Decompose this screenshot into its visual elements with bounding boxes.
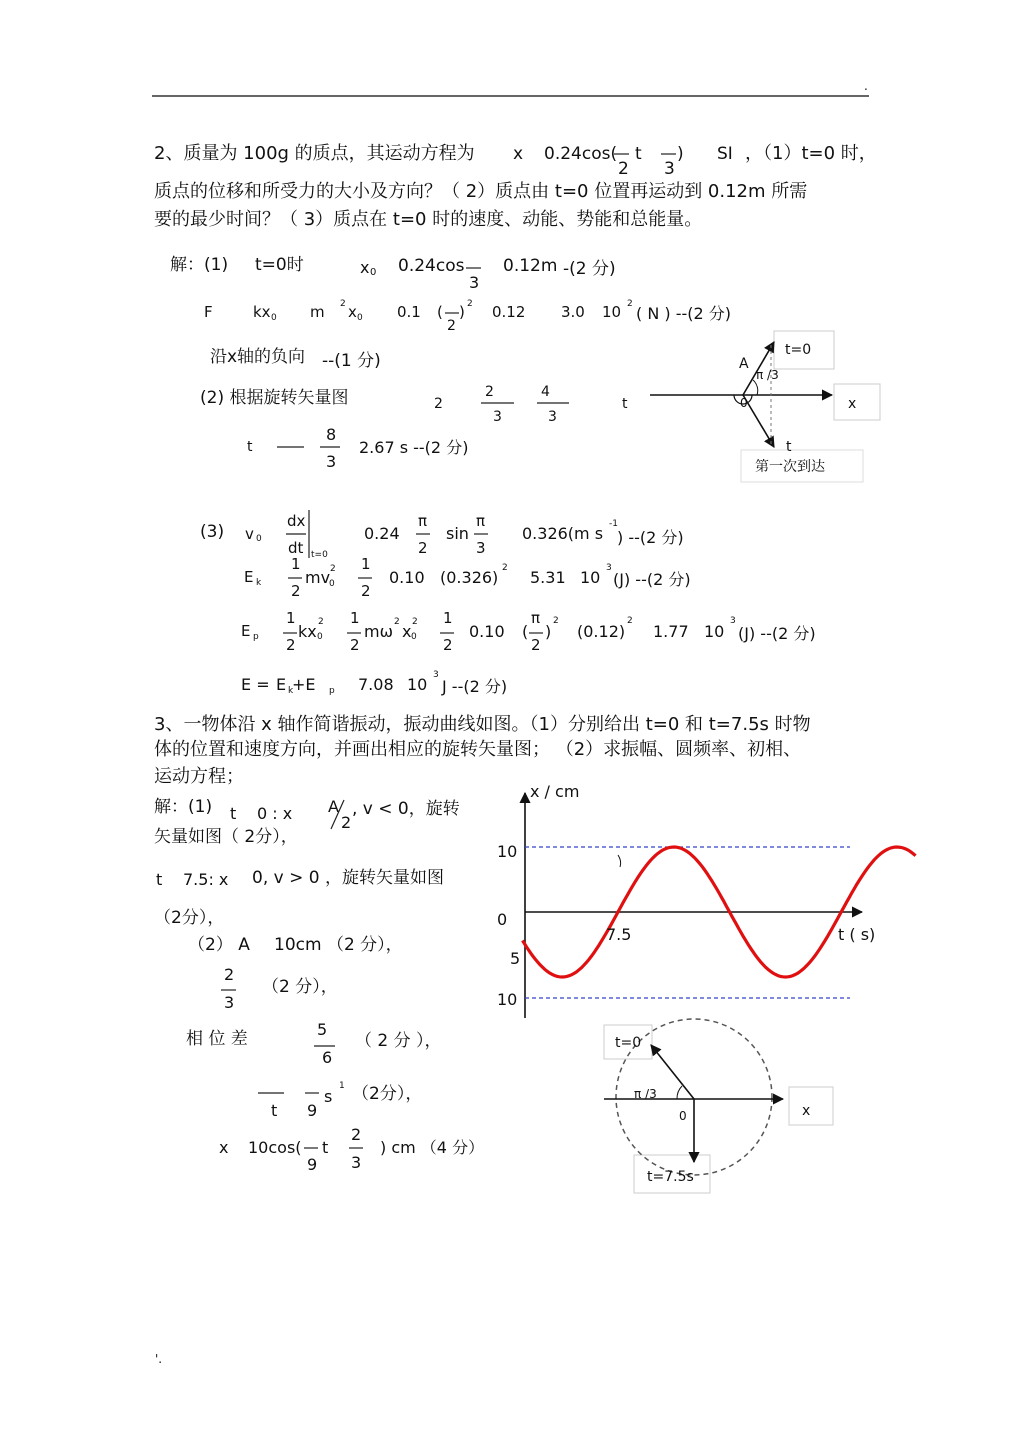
f-kx-sub: 0	[271, 313, 277, 323]
ep-10: 10	[704, 622, 725, 641]
d2-t0-label: t=0	[615, 1035, 642, 1051]
graph-tick-0: 0	[497, 910, 508, 929]
ek-mv-sup: 2	[330, 564, 336, 574]
p2-line1-a: 2、质量为 100g 的质点，其运动方程为	[154, 143, 475, 164]
e-Ep-sub: p	[329, 686, 335, 696]
ep-d: 2	[286, 636, 296, 654]
ek-531: 5.31	[530, 568, 566, 587]
p3-line3: 运动方程；	[154, 766, 244, 787]
p3-eq-n: 2	[351, 1125, 362, 1144]
p2-x0: x	[360, 258, 370, 277]
ek-010: 0.10	[389, 568, 425, 587]
v-t0-sub: t=0	[311, 550, 328, 560]
ek-0326-sup: 2	[502, 563, 508, 573]
f-x-sub: 0	[357, 313, 363, 323]
ek-mv-sub: 0	[329, 579, 335, 589]
f-close: )	[459, 303, 465, 321]
ep-012: (0.12)	[577, 622, 626, 641]
d1-origin-label: 0	[740, 396, 748, 410]
p3-om-sup: 1	[339, 1081, 345, 1091]
f-F: F	[204, 303, 213, 321]
d2-t75-label: t=7.5s	[647, 1169, 694, 1185]
e-E: E =	[241, 675, 270, 694]
ep-x-sub: 0	[411, 632, 417, 642]
f-012: 0.12	[492, 303, 526, 321]
ep-177: 1.77	[653, 622, 689, 641]
graph-tick-5: 5	[510, 949, 521, 968]
p2-n1: 2	[485, 384, 494, 400]
p3-eq-x: x	[219, 1138, 229, 1157]
p3-eq-d: 3	[351, 1153, 362, 1172]
p3-eq-cos: 10cos(	[248, 1138, 302, 1157]
p3-2: 2	[341, 813, 352, 832]
vector-t0	[651, 1045, 694, 1099]
p3-line-s4: （2分），	[154, 908, 225, 928]
ep-kx-sup: 2	[318, 617, 324, 627]
f-kx: kx	[253, 303, 271, 321]
p3-sol1-label: 解：(1)	[154, 797, 213, 817]
p2-012m: 0.12m	[503, 256, 558, 276]
p2-sol1-label: 解：(1)	[170, 255, 229, 275]
p3-A: A	[328, 797, 339, 816]
e-10-sup: 3	[433, 670, 439, 680]
p3-0x: 0 : x	[257, 804, 293, 823]
p3-eq-9: 9	[307, 1155, 318, 1174]
e-score: J --(2 分)	[442, 677, 508, 696]
d1-first-arrival: 第一次到达	[755, 459, 825, 475]
p3-75x: 7.5: x	[183, 870, 229, 889]
p2-line2: 质点的位移和所受力的大小及方向？（ 2）质点由 t=0 位置再运动到 0.12m 所需	[154, 181, 808, 202]
p2-sol1-t0: t=0时	[255, 255, 304, 275]
ep-n: 1	[286, 609, 296, 627]
p2-direction: 沿x轴的负向	[210, 347, 306, 367]
p2-d2: 3	[548, 409, 557, 425]
v0-sub: 0	[256, 534, 262, 544]
ep-score: (J) --(2 分)	[738, 624, 816, 643]
v-pi1: π	[418, 512, 428, 530]
f-10-sup: 2	[627, 299, 633, 309]
footer-mark: '.	[155, 1352, 163, 1366]
ek-10: 10	[580, 568, 601, 587]
d1-t0-label: t=0	[785, 342, 812, 358]
d2-x-label: x	[802, 1103, 811, 1119]
ep-10-sup: 3	[730, 616, 736, 626]
p3-w-score: （2 分），	[262, 977, 338, 997]
p3-t2: t	[156, 870, 163, 889]
e-708: 7.08	[358, 675, 394, 694]
ep-kx: kx	[298, 622, 317, 641]
v-dx: dx	[287, 512, 306, 530]
f-01: 0.1	[397, 303, 421, 321]
ek-score: (J) --(2 分)	[613, 570, 691, 589]
p2-time-n: 8	[326, 425, 337, 444]
p2-n2: 4	[541, 384, 550, 400]
e-10: 10	[407, 675, 428, 694]
ep-pi-den: 2	[531, 636, 541, 654]
ep-d3: 2	[443, 636, 453, 654]
f-m-sup: 2	[340, 299, 346, 309]
d2-origin-label: 0	[679, 1109, 687, 1123]
p3-om-score: （2分），	[352, 1084, 423, 1104]
ep-012-sup: 2	[627, 616, 633, 626]
p2-t: t	[635, 144, 642, 164]
ep-010: 0.10	[469, 622, 505, 641]
p2-line1-cos: 0.24cos(	[544, 144, 618, 164]
p3-om-s: s	[324, 1087, 333, 1106]
p3-line-s2: 矢量如图（ 2分），	[154, 827, 298, 847]
p3-v-pos: 0, v > 0 ，旋转矢量如图	[252, 868, 444, 888]
d1-angle-label: π /3	[756, 368, 779, 382]
header-mark: .	[864, 79, 868, 93]
p2-close: )	[677, 144, 684, 164]
p3-phase-n: 5	[317, 1020, 328, 1039]
p3-om-9: 9	[307, 1101, 318, 1120]
graph-xlabel: t ( s)	[838, 925, 876, 944]
ep-n2: 1	[350, 609, 360, 627]
v-score: ) --(2 分)	[617, 528, 684, 547]
p2-si: SI	[717, 144, 733, 164]
ep-sub: p	[253, 632, 259, 642]
v-value: 0.326(m s	[522, 524, 604, 543]
graph-ylabel: x / cm	[530, 782, 580, 801]
ep-x: x	[402, 622, 412, 641]
p2-line1-g: ，（1）t=0 时，	[745, 143, 877, 164]
v0: v	[245, 525, 254, 543]
f-30: 3.0	[561, 303, 585, 321]
p2-sol3-label: (3)	[200, 522, 225, 542]
p3-w-d: 3	[224, 993, 235, 1012]
p3-phase-label: 相 位 差	[186, 1029, 248, 1049]
p2-den-2: 2	[618, 159, 629, 179]
ep-d2: 2	[350, 636, 360, 654]
v-sup: -1	[609, 519, 618, 529]
v-dt: dt	[288, 539, 304, 557]
v-024: 0.24	[364, 524, 400, 543]
ep-mw: mω	[364, 622, 393, 641]
ep-mw-sup: 2	[394, 617, 400, 627]
ek-mv: mv	[305, 568, 331, 587]
ek-n2: 1	[361, 555, 371, 573]
p3-eq-end: ) cm （4 分）	[380, 1138, 485, 1157]
ek-E: E	[244, 568, 254, 586]
p3-phase-score: （ 2 分 ），	[355, 1031, 442, 1051]
v-sin: sin	[446, 524, 469, 543]
ep-pi-close: )	[545, 622, 552, 641]
graph-tick-10: 10	[497, 842, 518, 861]
f-den: 2	[447, 318, 456, 334]
p3-t: t	[230, 804, 237, 823]
ep-pi-sup: 2	[553, 616, 559, 626]
e-Ek-sub: k	[288, 686, 294, 696]
p2-line1-x: x	[513, 144, 524, 164]
f-m: m	[310, 303, 325, 321]
ep-pi-open: (	[522, 622, 529, 641]
d2-angle-label: π /3	[634, 1087, 657, 1101]
f-unit: ( N ) --(2 分)	[636, 304, 732, 323]
p2-s1-den: 3	[469, 273, 480, 292]
p2-direction-score: --(1 分)	[322, 351, 381, 371]
p3-A10-score: 10cm （2 分），	[274, 935, 403, 955]
p2-d1: 3	[493, 409, 502, 425]
ek-0326: (0.326)	[440, 568, 499, 587]
p2-x0-sub: 0	[370, 267, 377, 278]
p3-line1: 3、一物体沿 x 轴作简谐振动，振动曲线如图。（1）分别给出 t=0 和 t=7.5s 时物	[154, 714, 811, 735]
ek-sub: k	[256, 578, 262, 588]
p2-line3: 要的最少时间？（ 3）质点在 t=0 时的速度、动能、势能和总能量。	[154, 209, 703, 230]
v-pi2: π	[476, 512, 486, 530]
ep-n3: 1	[443, 609, 453, 627]
f-close-sup: 2	[467, 299, 473, 309]
p2-s1-score: -(2 分)	[563, 259, 616, 279]
ek-d2: 2	[361, 582, 371, 600]
p2-t-right: t	[622, 396, 628, 412]
v-den3: 3	[476, 539, 486, 557]
p3-eq-t: t	[322, 1138, 329, 1157]
f-10: 10	[602, 303, 622, 321]
p3-A10: （2） A	[188, 935, 250, 955]
d1-t-label: t	[786, 439, 792, 455]
f-x: x	[348, 303, 357, 321]
ek-10-sup: 3	[606, 563, 612, 573]
p3-w-n: 2	[224, 965, 235, 984]
ek-n: 1	[291, 555, 301, 573]
p2-time-d: 3	[326, 452, 337, 471]
p3-line2: 体的位置和速度方向，并画出相应的旋转矢量图； （2）求振幅、圆频率、初相、	[154, 739, 802, 760]
p2-delta-2: 2	[434, 396, 443, 412]
e-Ep: +E	[292, 675, 316, 694]
p3-phase-d: 6	[322, 1048, 333, 1067]
f-paren: (	[437, 303, 443, 321]
p3-om-t: t	[271, 1101, 278, 1120]
ep-E: E	[241, 622, 251, 640]
e-Ek: E	[276, 675, 287, 694]
p2-time-val: 2.67 s --(2 分)	[359, 438, 469, 457]
d1-x-label: x	[848, 396, 857, 412]
d1-A-label: A	[739, 356, 749, 372]
p2-sol2-label: (2) 根据旋转矢量图	[200, 388, 349, 408]
v-den2: 2	[418, 539, 428, 557]
ep-x-sup: 2	[412, 617, 418, 627]
p2-time-t: t	[247, 439, 253, 455]
graph-tick-7.5: 7.5	[606, 925, 632, 944]
p2-024cos: 0.24cos	[398, 256, 465, 276]
graph-tick-neg10: 10	[497, 990, 518, 1009]
ep-kx-sub: 0	[317, 632, 323, 642]
ek-d: 2	[291, 582, 301, 600]
p3-v-neg: , v < 0，旋转	[352, 799, 460, 819]
ep-pi: π	[531, 609, 541, 627]
p2-den-3: 3	[664, 159, 675, 179]
